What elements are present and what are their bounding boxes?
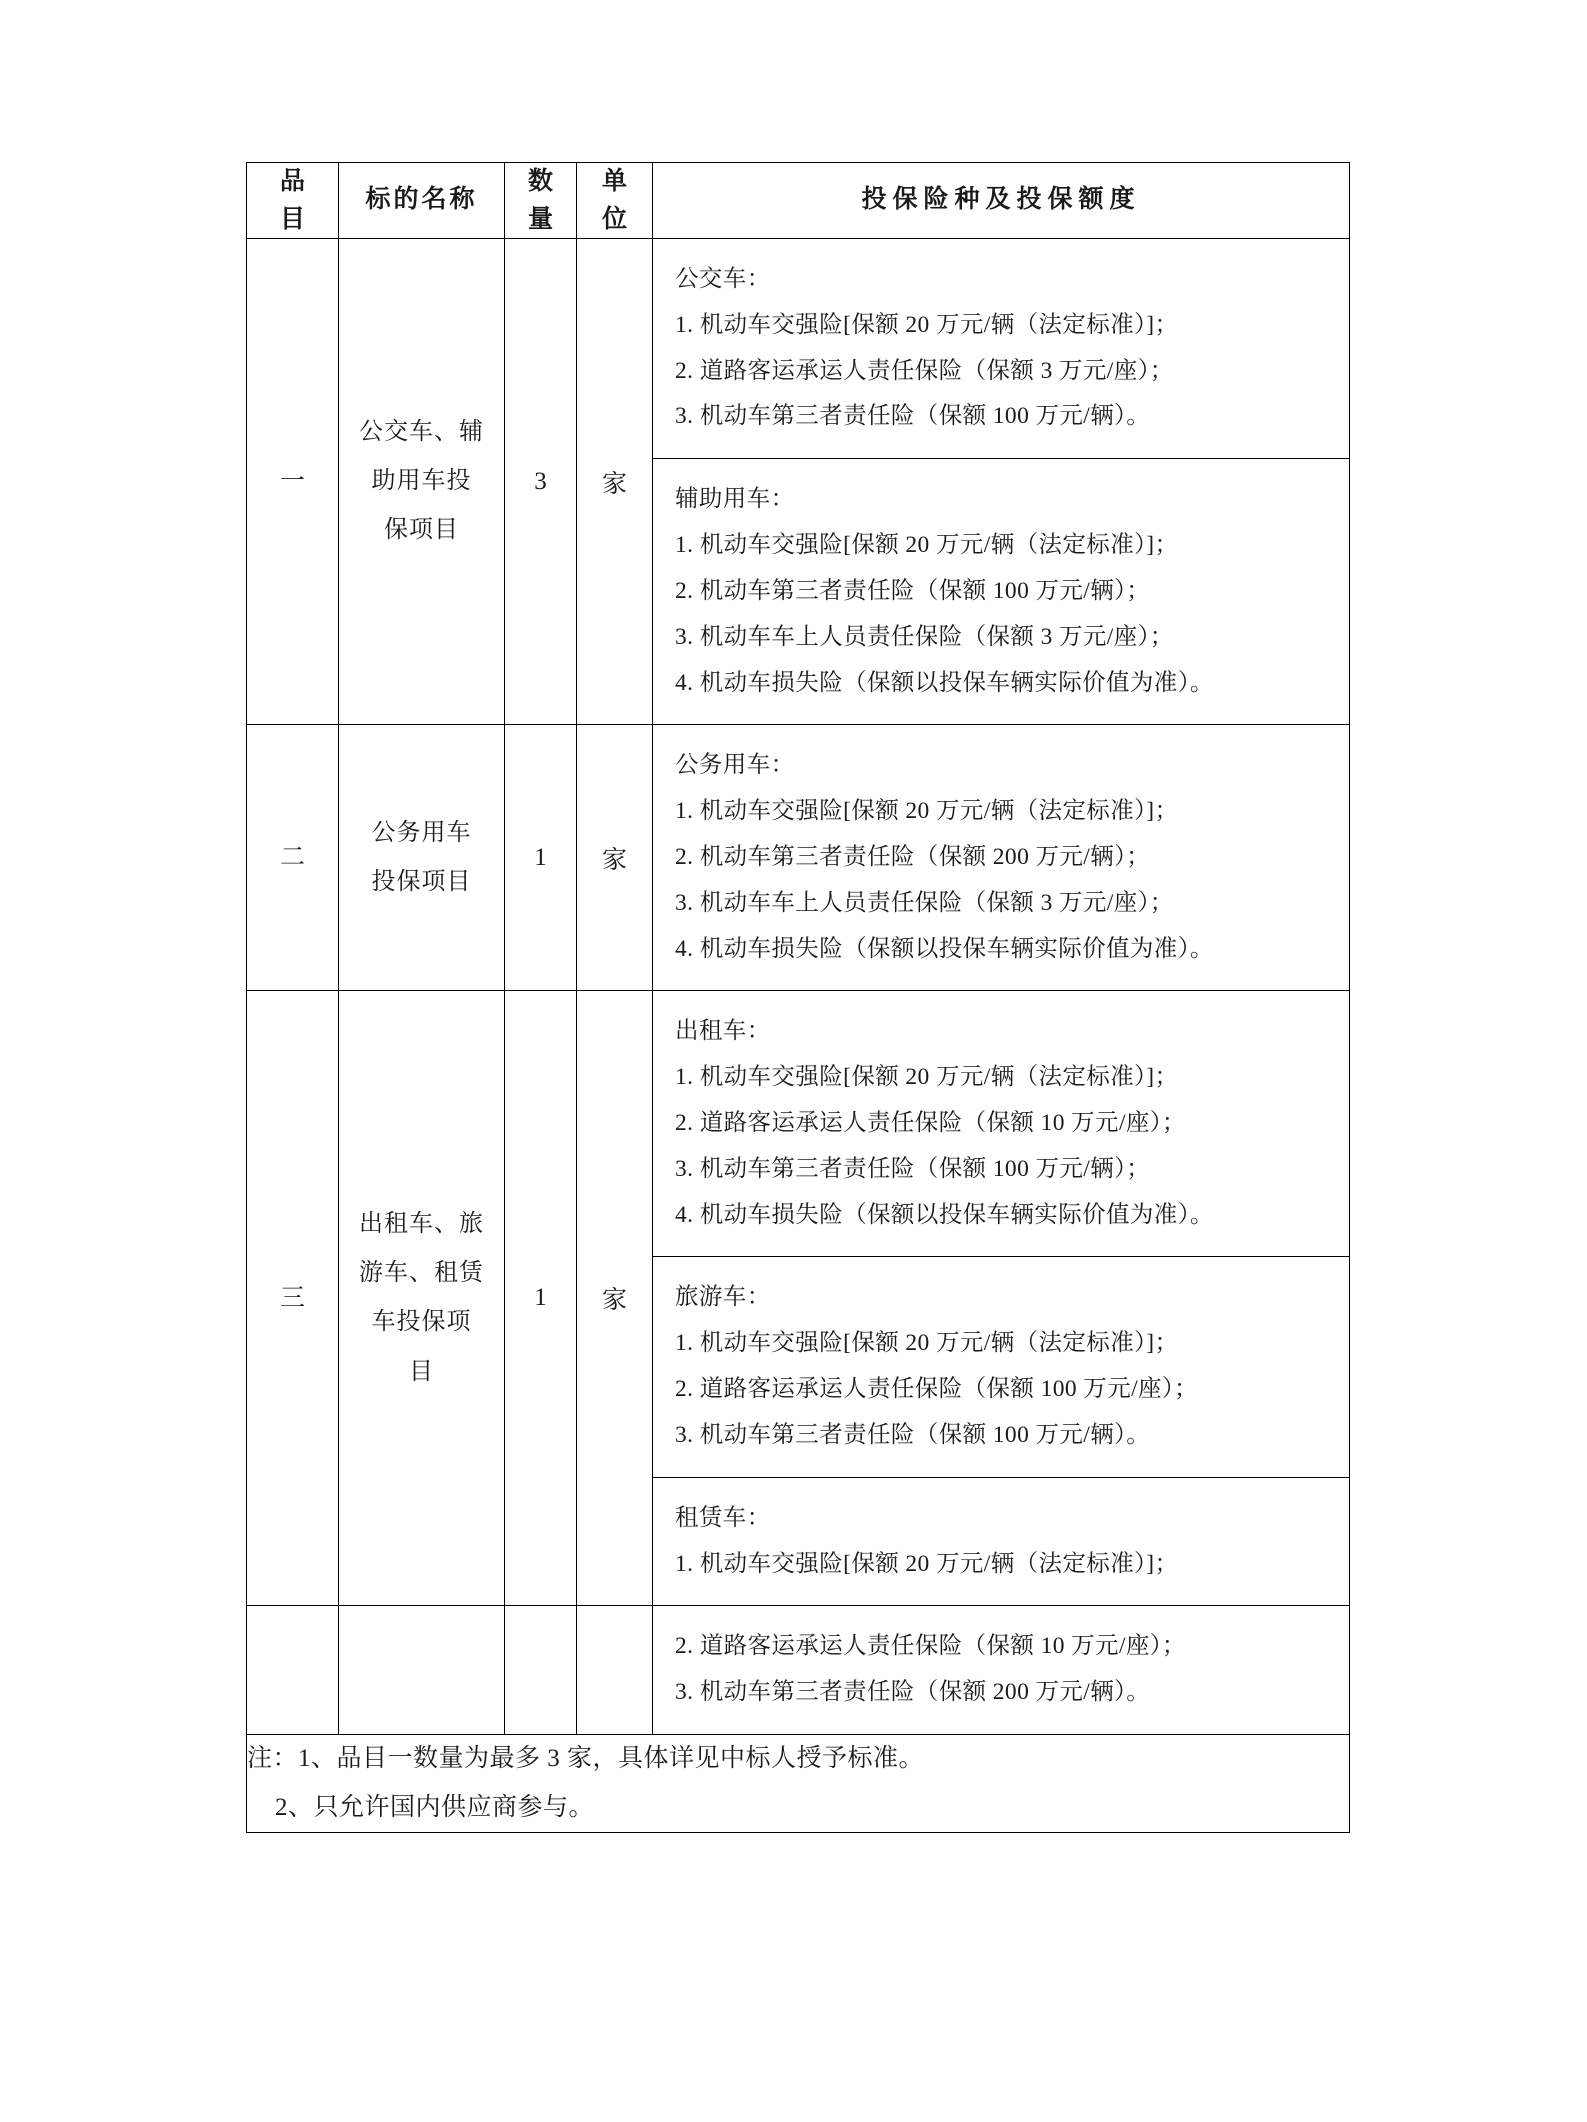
row-insurance [653, 991, 1350, 1606]
row-subject-name-line: 公交车、辅 [359, 418, 484, 445]
header-item-no-line2: 目 [279, 205, 305, 233]
row-insurance [653, 725, 1350, 991]
note-line-2: 2、只允许国内供应商参与。 [275, 1793, 595, 1821]
insurance-block [653, 1256, 1349, 1476]
row-subject-name [339, 239, 505, 725]
insurance-line: 1. 机动车交强险[保额 20 万元/辆（法定标准）]； [675, 1330, 1179, 1357]
row-subject-name-line: 车投保项 [371, 1309, 472, 1336]
row-item-no: 一 [247, 239, 339, 725]
row-subject-name-line: 公务用车 [371, 819, 472, 846]
insurance-line: 3. 机动车第三者责任险（保额 100 万元/辆）。 [675, 403, 1151, 430]
insurance-line: 1. 机动车交强险[保额 20 万元/辆（法定标准）]； [675, 798, 1179, 825]
header-unit-line1: 单 [601, 168, 627, 195]
insurance-block [653, 458, 1349, 724]
insurance-line: 1. 机动车交强险[保额 20 万元/辆（法定标准）]； [675, 1550, 1179, 1577]
header-item-no [247, 163, 339, 239]
insurance-block-heading: 租赁车： [675, 1504, 771, 1531]
table-row [247, 991, 1350, 1606]
insurance-block [653, 1477, 1349, 1606]
row-subject-name [339, 1606, 505, 1735]
header-subject-name: 标的名称 [339, 163, 505, 239]
insurance-block [653, 991, 1349, 1256]
header-insurance: 投保险种及投保额度 [653, 163, 1350, 239]
insurance-line: 1. 机动车交强险[保额 20 万元/辆（法定标准）]； [675, 1064, 1179, 1091]
insurance-block-heading: 公务用车： [675, 752, 795, 779]
insurance-block-heading: 旅游车： [675, 1284, 771, 1311]
row-unit: 家 [577, 725, 653, 991]
insurance-line: 3. 机动车车上人员责任保险（保额 3 万元/座）； [675, 623, 1174, 650]
insurance-block-heading: 公交车： [675, 266, 771, 292]
insurance-block [653, 239, 1349, 458]
row-insurance [653, 239, 1350, 725]
note-line-1: 注：1、品目一数量为最多 3 家，具体详见中标人授予标准。 [247, 1744, 925, 1772]
insurance-block [653, 1606, 1349, 1734]
insurance-line: 3. 机动车第三者责任险（保额 100 万元/辆）。 [675, 1421, 1151, 1448]
insurance-line: 2. 道路客运承运人责任保险（保额 100 万元/座）； [675, 1376, 1198, 1403]
insurance-line: 2. 道路客运承运人责任保险（保额 10 万元/座）； [675, 1633, 1186, 1660]
row-unit [577, 1606, 653, 1735]
row-subject-name-line: 助用车投 [371, 468, 472, 495]
insurance-requirements-table [246, 162, 1349, 1833]
table [246, 162, 1350, 1833]
header-unit [577, 163, 653, 239]
insurance-line: 3. 机动车车上人员责任保险（保额 3 万元/座）； [675, 889, 1174, 916]
row-unit: 家 [577, 991, 653, 1606]
insurance-line: 2. 机动车第三者责任险（保额 200 万元/辆）； [675, 843, 1151, 870]
insurance-block [653, 725, 1349, 990]
insurance-line: 4. 机动车损失险（保额以投保车辆实际价值为准）。 [675, 669, 1214, 696]
insurance-line: 4. 机动车损失险（保额以投保车辆实际价值为准）。 [675, 935, 1214, 962]
row-subject-name-line: 目 [409, 1358, 434, 1385]
row-subject-name [339, 725, 505, 991]
row-subject-name [339, 991, 505, 1606]
insurance-line: 2. 机动车第三者责任险（保额 100 万元/辆）； [675, 577, 1151, 604]
row-quantity: 3 [505, 239, 577, 725]
insurance-line: 4. 机动车损失险（保额以投保车辆实际价值为准）。 [675, 1201, 1214, 1228]
header-item-no-line1: 品 [279, 168, 305, 195]
insurance-line: 3. 机动车第三者责任险（保额 200 万元/辆）。 [675, 1679, 1151, 1706]
header-quantity [505, 163, 577, 239]
row-item-no: 二 [247, 725, 339, 991]
row-item-no [247, 1606, 339, 1735]
table-row [247, 1606, 1350, 1735]
row-insurance [653, 1606, 1350, 1735]
insurance-line: 2. 道路客运承运人责任保险（保额 10 万元/座）； [675, 1110, 1186, 1136]
header-unit-line2: 位 [601, 205, 627, 233]
row-subject-name-line: 出租车、旅 [359, 1210, 484, 1237]
row-quantity: 1 [505, 991, 577, 1606]
notes-cell [247, 1734, 1350, 1833]
insurance-block-heading: 辅助用车： [675, 486, 795, 513]
insurance-line: 1. 机动车交强险[保额 20 万元/辆（法定标准）]； [675, 532, 1179, 559]
row-subject-name-line: 保项目 [384, 517, 459, 544]
row-quantity: 1 [505, 725, 577, 991]
table-header-row [247, 163, 1350, 239]
row-item-no: 三 [247, 991, 339, 1606]
insurance-block-heading: 出租车： [675, 1018, 771, 1045]
header-quantity-line1: 数 [527, 168, 553, 195]
table-notes-row [247, 1734, 1350, 1833]
table-row [247, 725, 1350, 991]
insurance-line: 2. 道路客运承运人责任保险（保额 3 万元/座）； [675, 357, 1174, 384]
row-quantity [505, 1606, 577, 1735]
insurance-line: 3. 机动车第三者责任险（保额 100 万元/辆）； [675, 1155, 1151, 1182]
header-quantity-line2: 量 [527, 205, 553, 233]
row-subject-name-line: 游车、租赁 [359, 1260, 484, 1287]
insurance-line: 1. 机动车交强险[保额 20 万元/辆（法定标准）]； [675, 311, 1179, 338]
row-unit: 家 [577, 239, 653, 725]
table-row [247, 239, 1350, 725]
row-subject-name-line: 投保项目 [371, 868, 472, 895]
